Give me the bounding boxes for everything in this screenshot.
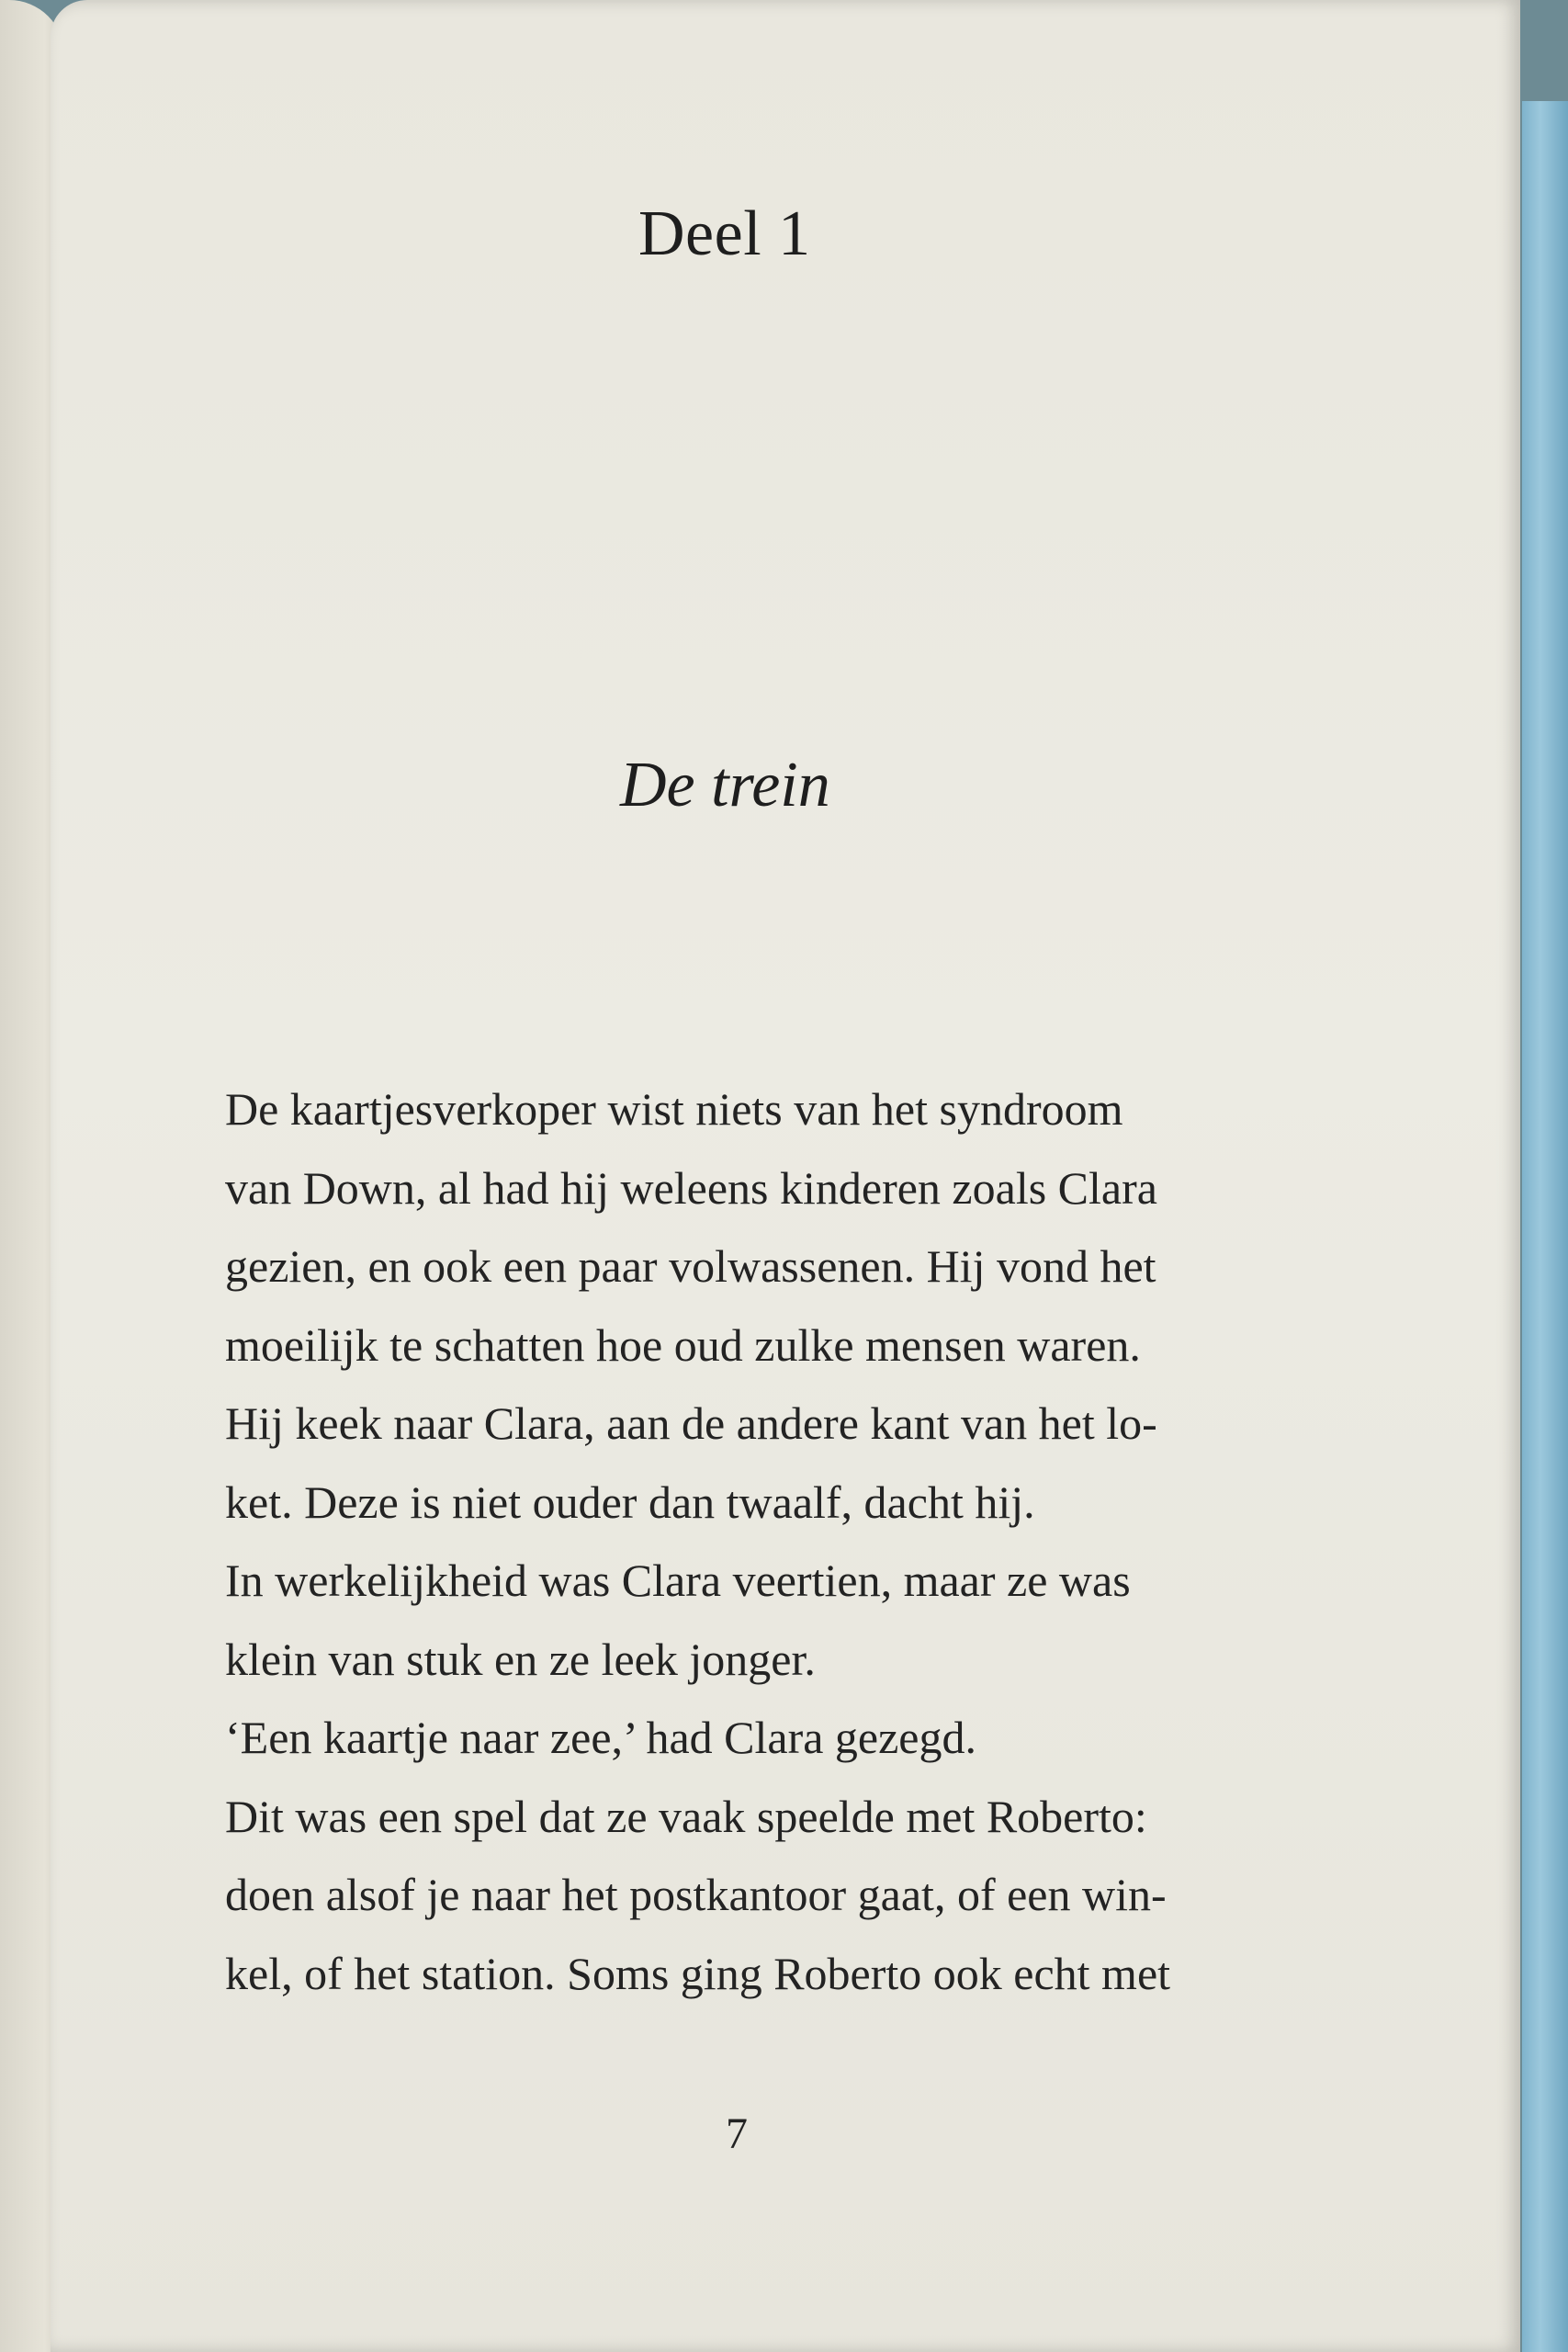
text-line: In werkelijkheid was Clara veertien, maar ze was [225, 1555, 1131, 1606]
text-line: De kaartjesverkoper wist niets van het syndroom [225, 1083, 1123, 1135]
text-line: ket. Deze is niet ouder dan twaalf, dacht hij. [225, 1476, 1035, 1528]
part-heading: Deel 1 [638, 198, 811, 269]
text-line: van Down, al had hij weleens kinderen zoals Clara [225, 1161, 1157, 1214]
text-line: kel, of het station. Soms ging Roberto ook echt met [225, 1947, 1171, 1999]
text-line: moeilijk te schatten hoe oud zulke mensen waren. [225, 1318, 1141, 1371]
body-text [225, 1070, 1309, 2013]
text-line: ‘Een kaartje naar zee,’ had Clara gezegd. [225, 1712, 976, 1763]
text-line: Dit was een spel dat ze vaak speelde met Roberto: [225, 1790, 1147, 1842]
book-page [51, 0, 1520, 2352]
book-cover-edge [1522, 101, 1568, 2352]
text-line: klein van stuk en ze leek jonger. [225, 1633, 816, 1685]
text-line: doen alsof je naar het postkantoor gaat, of een win- [225, 1869, 1167, 1920]
chapter-title: De trein [620, 750, 830, 820]
text-line: Hij keek naar Clara, aan de andere kant van het lo- [225, 1397, 1157, 1449]
page-number: 7 [726, 2109, 748, 2158]
text-line: gezien, en ook een paar volwassenen. Hij vond het [225, 1240, 1156, 1292]
